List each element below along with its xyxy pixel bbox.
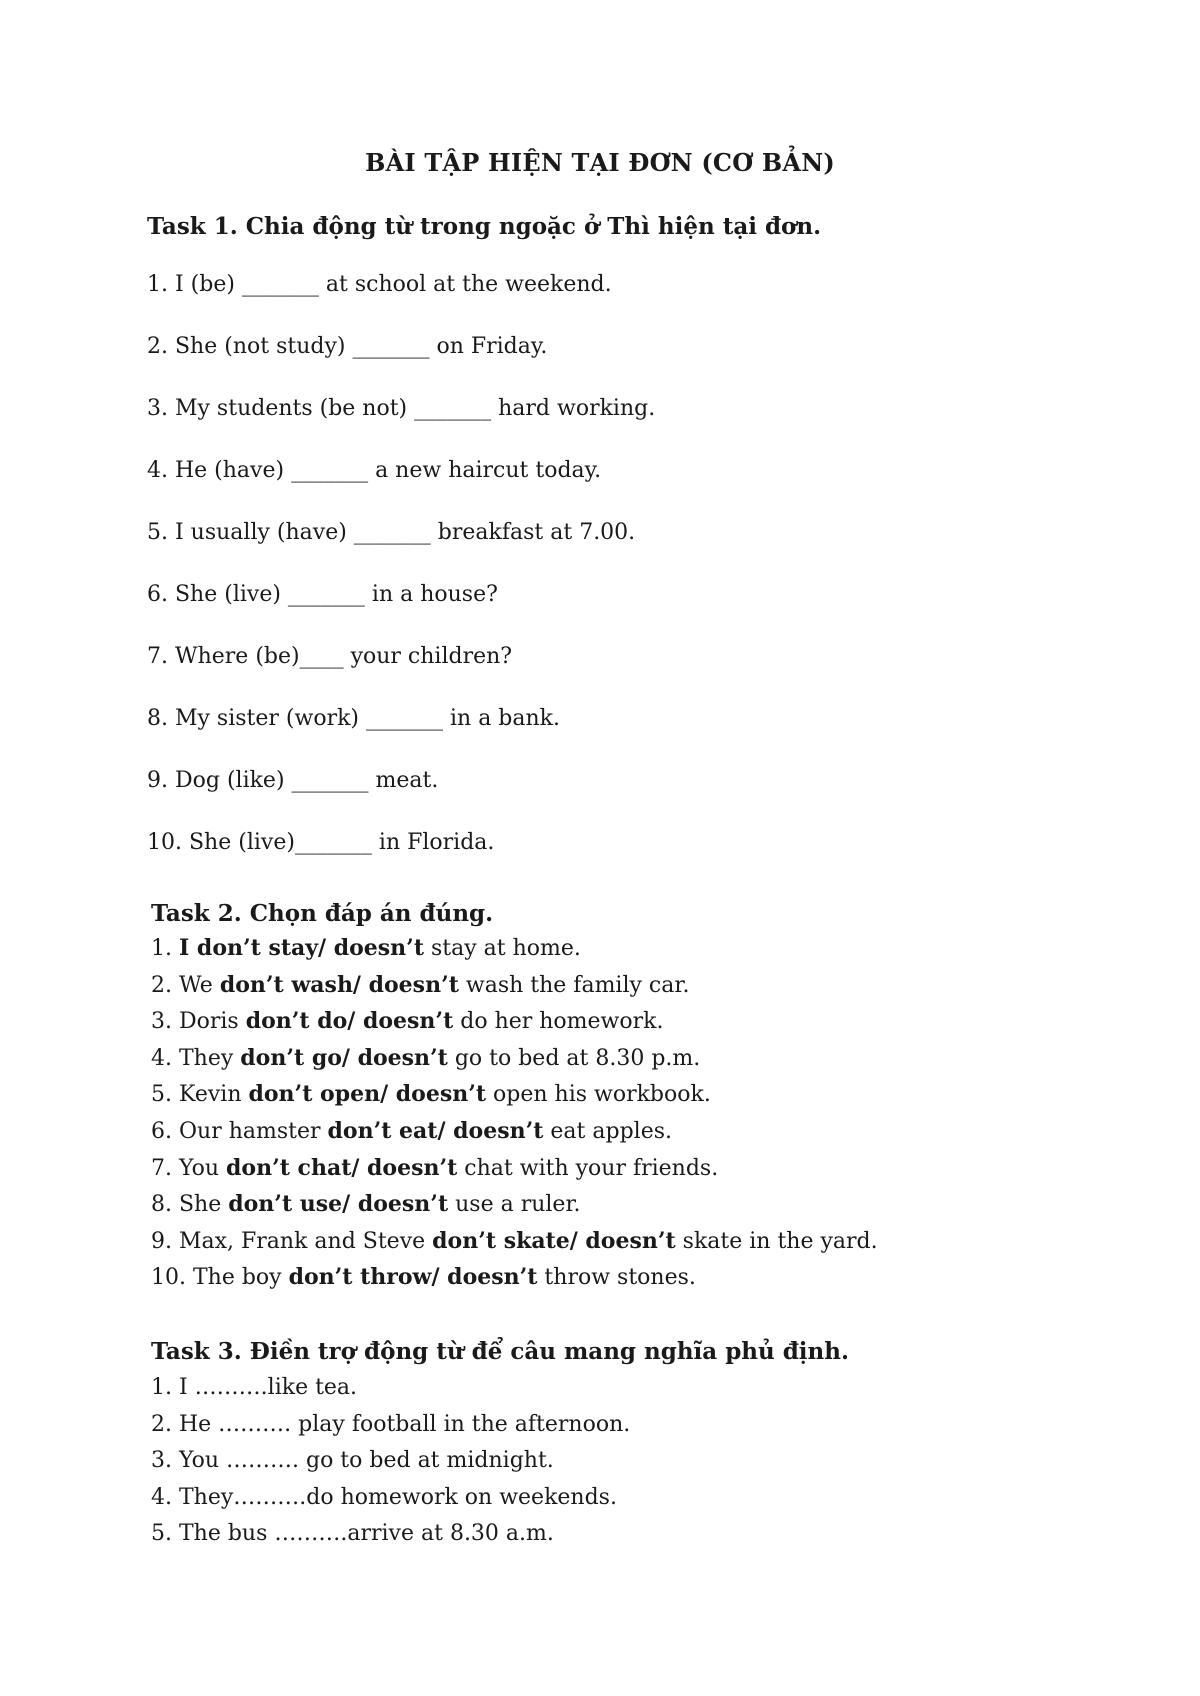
task1-list — [147, 272, 655, 892]
item-suffix: go to bed at 8.30 p.m. — [447, 1045, 701, 1071]
item-suffix: chat with your friends. — [457, 1155, 719, 1181]
task1-item: 5. I usually (have) _______ breakfast at 7.00. — [147, 520, 636, 545]
task1-item: 1. I (be) _______ at school at the weekend. — [147, 272, 612, 297]
task2-item — [151, 971, 878, 1008]
task2-list — [151, 934, 878, 1300]
task1-item: 10. She (live)_______ in Florida. — [147, 830, 495, 855]
task2-heading: Task 2. Chọn đáp án đúng. — [151, 900, 494, 927]
task2-item — [151, 934, 878, 971]
answer-choice: don’t wash/ doesn’t — [219, 971, 459, 998]
task3-list — [151, 1374, 630, 1557]
task2-item — [151, 1190, 878, 1227]
item-suffix: use a ruler. — [448, 1192, 581, 1218]
task1-item: 9. Dog (like) _______ meat. — [147, 768, 439, 793]
answer-choice: don’t throw/ doesn’t — [288, 1264, 538, 1291]
item-suffix: stay at home. — [424, 936, 581, 961]
task1-heading: Task 1. Chia động từ trong ngoặc ở Thì hiện tại đơn. — [147, 213, 822, 240]
item-prefix: 7. You — [151, 1155, 227, 1181]
task3-heading: Task 3. Điền trợ động từ để câu mang nghĩa phủ định. — [151, 1338, 849, 1365]
answer-choice: don’t chat/ doesn’t — [226, 1154, 458, 1181]
item-prefix: 4. They — [151, 1045, 241, 1071]
item-prefix: 5. Kevin — [151, 1082, 249, 1108]
answer-choice: I don’t stay/ doesn’t — [178, 935, 425, 961]
item-suffix: open his workbook. — [486, 1082, 711, 1108]
task2-item — [151, 1154, 878, 1191]
item-suffix: skate in the yard. — [675, 1228, 878, 1254]
task2-item — [151, 1117, 878, 1154]
item-suffix: throw stones. — [537, 1265, 696, 1291]
task1-item: 2. She (not study) _______ on Friday. — [147, 334, 548, 359]
task2-item — [151, 1044, 878, 1081]
page-title: BÀI TẬP HIỆN TẠI ĐƠN (CƠ BẢN) — [365, 148, 835, 177]
item-prefix: 6. Our hamster — [151, 1118, 328, 1144]
item-prefix: 10. The boy — [151, 1265, 289, 1291]
task1-item: 8. My sister (work) _______ in a bank. — [147, 706, 560, 731]
task3-item: 1. I ……….like tea. — [151, 1375, 358, 1400]
task3-item: 4. They……….do homework on weekends. — [151, 1484, 617, 1510]
item-prefix: 8. She — [151, 1192, 229, 1218]
task1-item: 7. Where (be)____ your children? — [147, 644, 513, 669]
item-suffix: eat apples. — [543, 1118, 673, 1144]
answer-choice: don’t skate/ doesn’t — [432, 1227, 676, 1254]
answer-choice: don’t use/ doesn’t — [228, 1191, 449, 1218]
item-suffix: wash the family car. — [458, 972, 690, 998]
task3-item: 5. The bus ……….arrive at 8.30 a.m. — [151, 1521, 554, 1547]
task1-item: 3. My students (be not) _______ hard working. — [147, 396, 656, 421]
item-prefix: 9. Max, Frank and Steve — [151, 1228, 433, 1254]
item-prefix: 1. — [151, 936, 179, 961]
answer-choice: don’t do/ doesn’t — [245, 1008, 454, 1035]
item-suffix: do her homework. — [453, 1009, 664, 1035]
task1-item: 4. He (have) _______ a new haircut today. — [147, 458, 602, 483]
task3-item: 2. He ………. play football in the afternoon. — [151, 1411, 631, 1437]
task1-item: 6. She (live) _______ in a house? — [147, 582, 498, 607]
task3-item: 3. You ………. go to bed at midnight. — [151, 1448, 554, 1474]
item-prefix: 3. Doris — [151, 1009, 246, 1035]
item-prefix: 2. We — [151, 972, 220, 998]
answer-choice: don’t open/ doesn’t — [248, 1081, 487, 1108]
task2-item — [151, 1263, 878, 1300]
answer-choice: don’t go/ doesn’t — [240, 1044, 448, 1071]
task2-item — [151, 1227, 878, 1264]
task2-item — [151, 1080, 878, 1117]
task2-item — [151, 1007, 878, 1044]
answer-choice: don’t eat/ doesn’t — [327, 1117, 544, 1144]
